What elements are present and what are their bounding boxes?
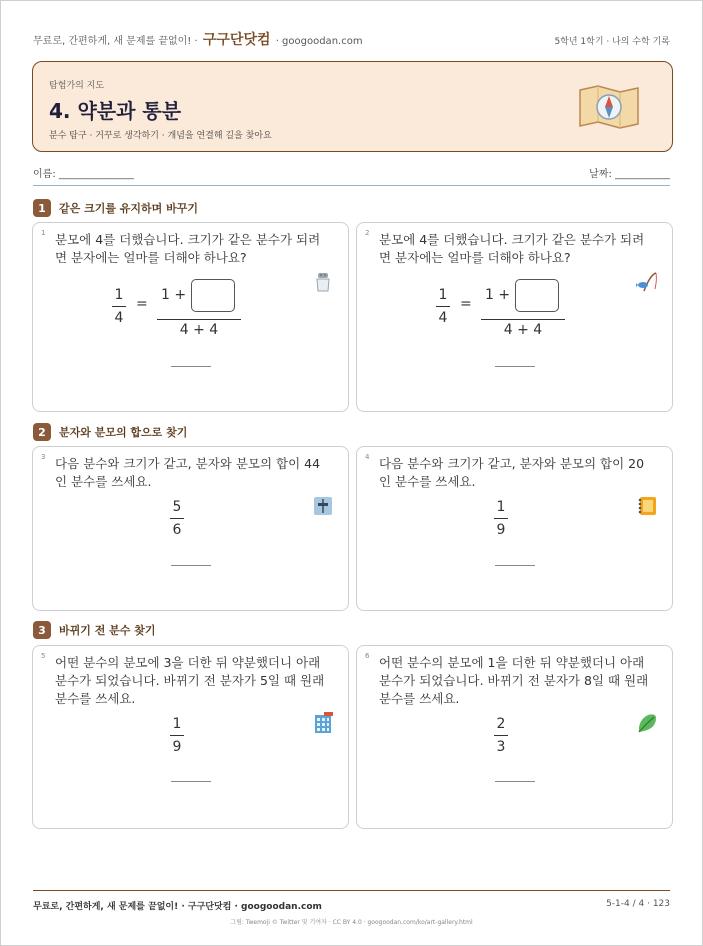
fraction-bar [481,319,565,320]
fraction-bar [494,518,508,519]
fraction-numerator: 2 [496,716,506,732]
question-text: 다음 분수와 크기가 같고, 분자와 분모의 합이 20인 분수를 쓰세요. [379,456,645,489]
chapter-subtitle: 분수 탐구 · 거꾸로 생각하기 · 개념을 연결해 길을 찾아요 [49,131,272,141]
question-card-5 [32,645,349,829]
fraction-bar [436,306,450,307]
question-text: 어떤 분수의 분모에 3을 더한 뒤 약분했더니 아래 분수가 되었습니다. 바뀌기 전 분자가 5일 때 원래 분수를 쓰세요. [55,655,325,706]
question-card-6 [356,645,673,829]
brand-name[interactable]: 구구단닷컴 [202,32,271,48]
fraction-bar [170,735,184,736]
fraction-denominator: 4 [114,310,124,326]
answer-line[interactable] [171,565,211,566]
section-header-2 [33,423,187,441]
fraction-numerator: 1 [438,287,448,303]
section-header-3 [33,621,156,639]
grade-info: 5학년 1학기 · 나의 수학 기록 [554,37,670,47]
question-text: 분모에 4를 더했습니다. 크기가 같은 분수가 되려면 분자에는 얼마를 더해야 하나요? [379,232,645,265]
fraction-denominator: 9 [496,522,506,538]
section-label: 같은 크기를 유지하며 바꾸기 [59,202,198,215]
answer-line[interactable] [171,781,211,782]
question-text: 어떤 분수의 분모에 1을 더한 뒤 약분했더니 아래 분수가 되었습니다. 바뀌기 전 분자가 8일 때 원래 분수를 쓰세요. [379,655,649,706]
fraction-numerator: 1 [496,499,506,515]
fraction [168,716,186,755]
section-label: 분자와 분모의 합으로 찾기 [59,426,188,439]
right-denominator: 4 + 4 [503,322,543,338]
fraction [492,499,510,538]
site-url[interactable]: · googoodan.com [275,36,363,47]
banner-eyebrow: 탐험가의 지도 [49,81,105,91]
header-left [33,29,363,49]
question-card-2 [356,222,673,412]
fraction-denominator: 4 [438,310,448,326]
section-header-1 [33,199,198,217]
fraction-denominator: 6 [172,522,182,538]
fraction-bar [494,735,508,736]
left-fraction [111,287,127,326]
footer-divider [33,890,670,891]
answer-line[interactable] [495,366,535,367]
name-date-row [33,165,670,181]
left-fraction [435,287,451,326]
answer-line[interactable] [495,781,535,782]
hotel-building-icon [312,712,334,734]
header-tagline: 무료로, 간편하게, 새 문제를 끝없이! · [33,36,198,47]
name-field[interactable]: 이름: _______________ [33,169,134,180]
level-slider-icon [312,495,334,517]
section-number: 3 [33,621,51,639]
fraction [168,499,186,538]
leafy-green-icon [636,712,658,734]
image-credit: 그림: Twemoji © Twitter 및 기여자 · CC BY 4.0 · googoodan.com/ko/art-gallery.html [230,919,473,926]
question-number: 6 [365,652,370,660]
question-text: 분모에 4를 더했습니다. 크기가 같은 분수가 되려면 분자에는 얼마를 더해야 하나요? [55,232,321,265]
footer-tagline[interactable]: 무료로, 간편하게, 새 문제를 끝없이! · 구구단닷컴 · googoodan.com [33,902,322,912]
fraction-bar [157,319,241,320]
fraction-denominator: 3 [496,739,506,755]
notebook-icon [636,495,658,517]
equals-sign: = [136,296,148,312]
fraction-denominator: 9 [172,739,182,755]
answer-line[interactable] [495,565,535,566]
fraction [492,716,510,755]
right-denominator: 4 + 4 [179,322,219,338]
date-field[interactable]: 날짜: ___________ [589,169,670,180]
fraction-bar [112,306,126,307]
section-label: 바뀌기 전 분수 찾기 [59,624,156,637]
numerator-prefix: 1 + [485,287,511,303]
footer [33,899,670,912]
fraction-numerator: 1 [172,716,182,732]
fraction-numerator: 1 [114,287,124,303]
divider [33,185,670,186]
fishing-pole-icon [636,271,658,293]
equals-sign: = [460,296,472,312]
treasure-map-compass-icon [578,84,640,130]
salt-shaker-icon [312,271,334,293]
fraction-numerator: 5 [172,499,182,515]
question-number: 3 [41,453,46,461]
question-card-1 [32,222,349,412]
answer-box[interactable] [191,279,235,312]
question-text: 다음 분수와 크기가 같고, 분자와 분모의 합이 44인 분수를 쓰세요. [55,456,321,489]
top-header [33,29,670,51]
question-number: 4 [365,453,370,461]
numerator-prefix: 1 + [161,287,187,303]
fraction-bar [170,518,184,519]
question-number: 5 [41,652,46,660]
answer-box[interactable] [515,279,559,312]
answer-line[interactable] [171,366,211,367]
chapter-title: 4. 약분과 통분 [49,99,182,123]
question-card-4 [356,446,673,611]
section-number: 2 [33,423,51,441]
page-code: 5-1-4 / 4 · 123 [606,899,670,909]
question-number: 1 [41,229,46,237]
chapter-banner [32,61,673,152]
question-number: 2 [365,229,370,237]
question-card-3 [32,446,349,611]
section-number: 1 [33,199,51,217]
